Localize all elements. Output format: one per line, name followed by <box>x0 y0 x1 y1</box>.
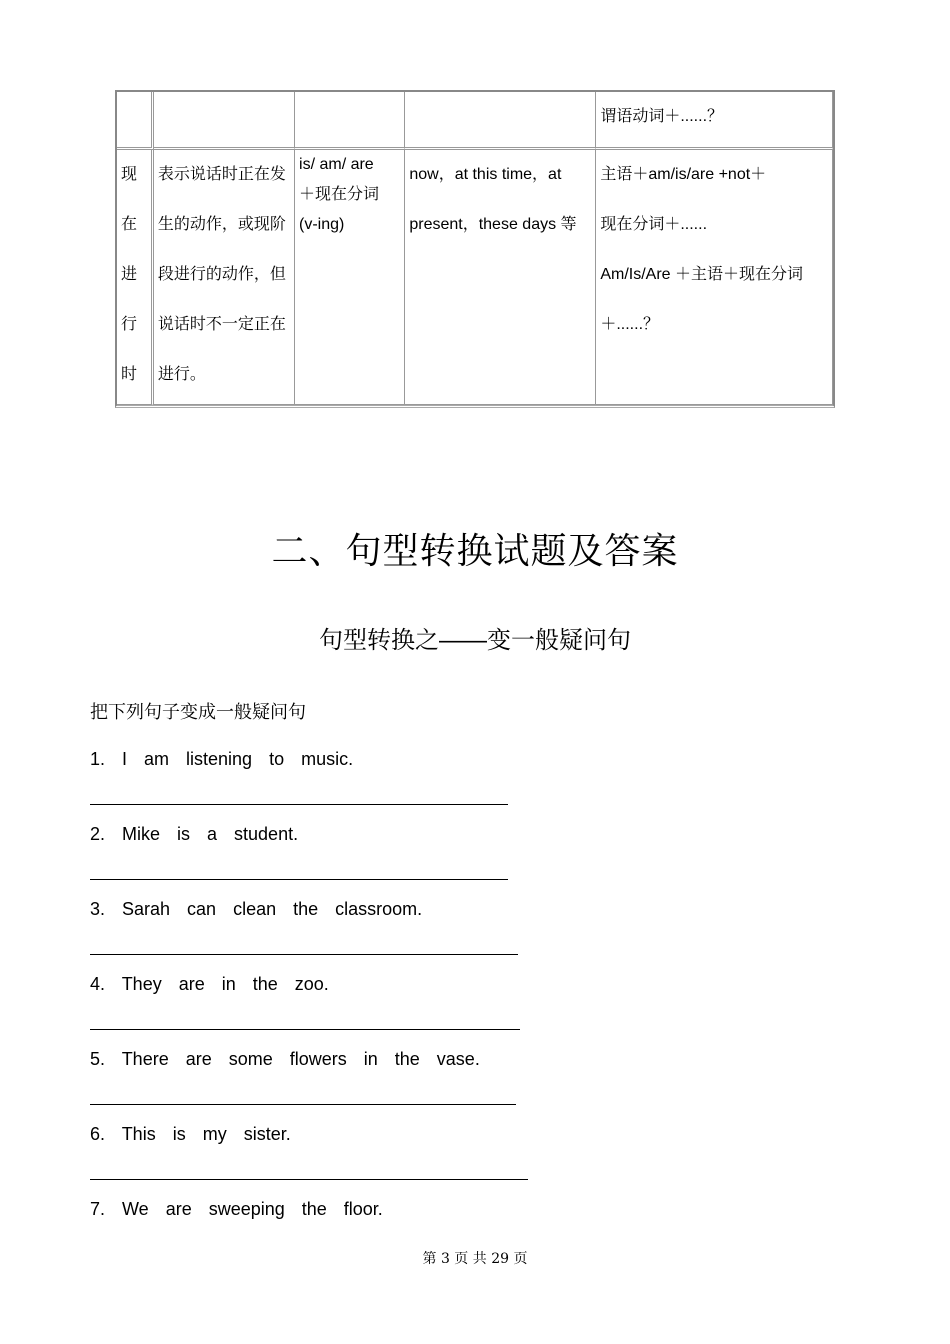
structure-line: 主语＋am/is/are +not＋ <box>600 166 767 183</box>
question-item <box>90 819 790 894</box>
form-line: is/ am/ are <box>299 156 374 173</box>
tense-char: 进 <box>121 266 138 283</box>
form-cell <box>295 150 405 405</box>
usage-line: 表示说话时正在发 <box>157 166 286 183</box>
question-item <box>90 1044 790 1119</box>
structure-cell <box>596 150 833 405</box>
table-cell <box>596 92 833 150</box>
structure-line: Am/Is/Are ＋主语＋现在分词 <box>600 266 804 283</box>
question-list <box>90 744 790 1269</box>
table-row <box>117 150 833 405</box>
answer-line[interactable] <box>90 954 518 955</box>
question-item <box>90 894 790 969</box>
answer-line[interactable] <box>90 1179 528 1180</box>
question-text: 3. Sarah can clean the classroom. <box>90 899 423 919</box>
section-title: 二、句型转换试题及答案 <box>271 531 679 572</box>
question-item <box>90 969 790 1044</box>
question-text: 2. Mike is a student. <box>90 824 299 844</box>
time-words-line: present，these days 等 <box>409 216 577 233</box>
table-cell <box>117 92 154 150</box>
question-item <box>90 1119 790 1194</box>
structure-line: 现在分词＋...... <box>600 216 708 233</box>
table-row <box>117 92 833 150</box>
answer-line[interactable] <box>90 1104 516 1105</box>
tense-char: 行 <box>121 316 138 333</box>
question-text: 6. This is my sister. <box>90 1124 291 1144</box>
form-line: ＋现在分词 <box>299 186 380 203</box>
time-words-cell <box>405 150 596 405</box>
usage-line: 生的动作，或现阶 <box>157 216 286 233</box>
usage-line: 说话时不一定正在 <box>157 316 286 333</box>
usage-line: 段进行的动作，但 <box>157 266 286 283</box>
answer-line[interactable] <box>90 1029 520 1030</box>
time-words-line: now，at this time，at <box>409 166 562 183</box>
question-item <box>90 744 790 819</box>
table-cell <box>295 92 405 150</box>
instruction-text: 把下列句子变成一般疑问句 <box>90 702 306 722</box>
question-text: 4. They are in the zoo. <box>90 974 329 994</box>
tense-char: 在 <box>121 216 138 233</box>
answer-line[interactable] <box>90 804 508 805</box>
usage-cell <box>154 150 295 405</box>
table-cell <box>154 92 295 150</box>
tense-name-cell <box>117 150 154 405</box>
grammar-table <box>115 90 835 408</box>
form-line: (v-ing) <box>299 216 345 233</box>
page-footer: 第 3 页 共 29 页 <box>422 1251 528 1267</box>
table-cell <box>405 92 596 150</box>
question-text: 7. We are sweeping the floor. <box>90 1199 383 1219</box>
structure-line: ＋......？ <box>600 316 660 333</box>
tense-char: 时 <box>121 366 138 383</box>
structure-question-end: 谓语动词＋......？ <box>600 108 724 125</box>
question-text: 5. There are some flowers in the vase. <box>90 1049 480 1069</box>
question-text: 1. I am listening to music. <box>90 749 354 769</box>
tense-char: 现 <box>121 166 138 183</box>
sub-title: 句型转换之——变一般疑问句 <box>319 627 631 654</box>
answer-line[interactable] <box>90 879 508 880</box>
usage-line: 进行。 <box>157 366 206 383</box>
